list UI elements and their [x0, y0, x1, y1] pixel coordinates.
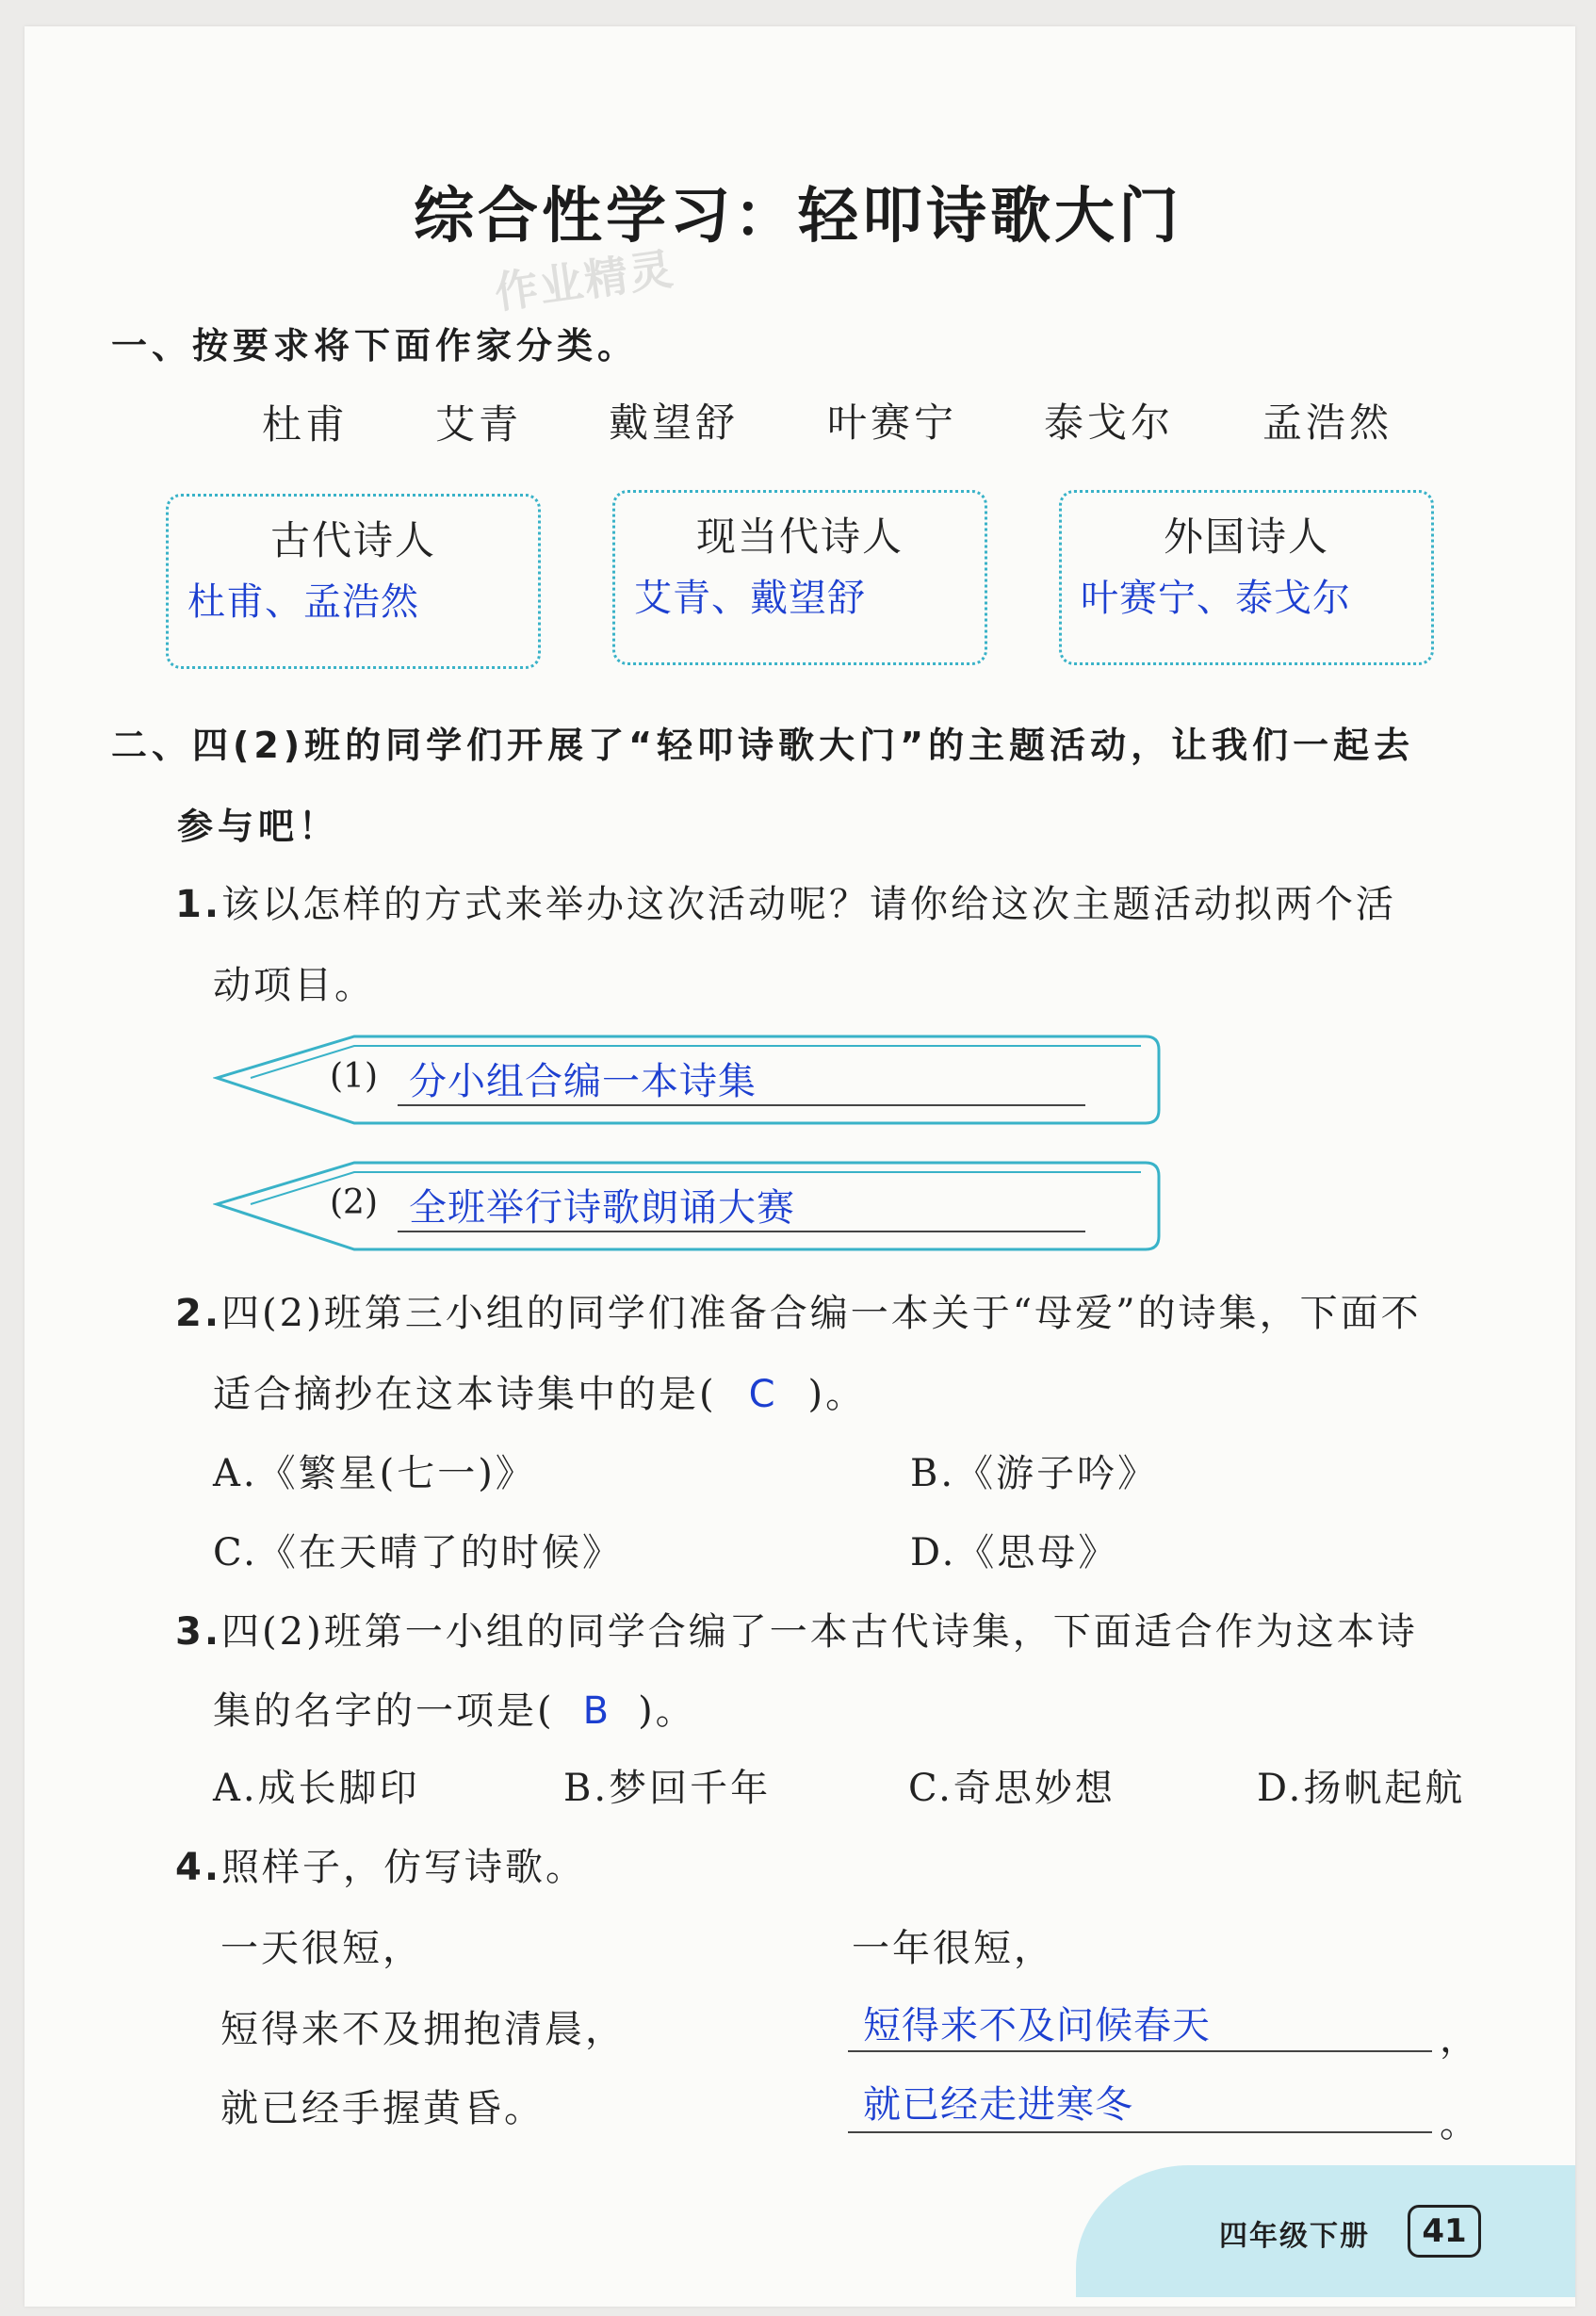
- grade-label: 四年级下册: [1219, 2220, 1370, 2253]
- question-1-text-cont: 动项目。: [213, 964, 375, 1007]
- section-2-heading-cont: 参与吧！: [177, 806, 340, 847]
- question-2-text: [175, 1283, 1422, 1337]
- category-answer: 杜甫、孟浩然: [187, 580, 419, 624]
- author-name: 孟浩然: [1262, 400, 1393, 446]
- category-title: 外国诗人: [1163, 514, 1329, 560]
- punctuation: ，: [1440, 2017, 1480, 2061]
- activity-answer: 分小组合编一本诗集: [409, 1060, 757, 1103]
- answer-choice: C: [748, 1373, 776, 1416]
- option-b: B.《游子吟》: [910, 1452, 1159, 1495]
- question-line: 四(2)班第三小组的同学们准备合编一本关于“母爱”的诗集，下面不: [221, 1292, 1422, 1335]
- option-c: C.奇思妙想: [908, 1767, 1116, 1810]
- question-1-text: [175, 874, 1396, 928]
- question-2-text-cont: [213, 1364, 866, 1418]
- activity-tag-2: [213, 1159, 1164, 1253]
- question-line: 适合摘抄在这本诗集中的是(: [213, 1373, 717, 1416]
- author-name: 戴望舒: [609, 400, 740, 446]
- question-line: 该以怎样的方式来举办这次活动呢？请你给这次主题活动拟两个活: [221, 883, 1397, 926]
- author-name: 杜甫: [262, 401, 350, 448]
- category-answer: 艾青、戴望舒: [634, 577, 866, 620]
- category-box-modern: [612, 490, 987, 665]
- activity-tag-1: [213, 1033, 1164, 1127]
- watermark-logo: 作业精灵: [491, 242, 678, 319]
- answer-line: [848, 2050, 1432, 2052]
- author-name: 泰戈尔: [1044, 400, 1175, 446]
- question-line: 四(2)班第一小组的同学合编了一本古代诗集，下面适合作为这本诗: [221, 1610, 1418, 1654]
- question-number: 4.: [175, 1846, 222, 1889]
- answer-line: [848, 2131, 1432, 2133]
- category-box-foreign: [1059, 490, 1434, 665]
- author-name: 叶赛宁: [827, 400, 958, 446]
- option-c: C.《在天晴了的时候》: [213, 1531, 623, 1574]
- question-number: 1.: [175, 883, 222, 926]
- imitation-line-1: 一年很短，: [852, 1927, 1054, 1970]
- author-name: 艾青: [435, 401, 523, 448]
- imitation-answer-1: 短得来不及问候春天: [863, 2004, 1211, 2047]
- punctuation: 。: [1440, 2102, 1480, 2145]
- answer-choice: B: [582, 1689, 611, 1733]
- answer-line: [398, 1231, 1085, 1232]
- option-a: A.成长脚印: [213, 1767, 420, 1810]
- option-a: A.《繁星(七一)》: [213, 1452, 536, 1495]
- category-box-ancient: [166, 494, 541, 669]
- example-line-3: 就已经手握黄昏。: [220, 2087, 545, 2130]
- option-d: D.扬帆起航: [1257, 1767, 1466, 1810]
- question-number: 3.: [175, 1610, 222, 1654]
- section-1-heading: 一、按要求将下面作家分类。: [111, 325, 639, 367]
- imitation-answer-2: 就已经走进寒冬: [863, 2083, 1133, 2127]
- question-line-end: )。: [638, 1689, 696, 1733]
- question-3-text-cont: [213, 1681, 696, 1735]
- question-3-text: [175, 1602, 1418, 1655]
- activity-label: (1): [330, 1057, 378, 1096]
- page-number: 41: [1408, 2205, 1481, 2258]
- section-2-heading: 二、四(2)班的同学们开展了“轻叩诗歌大门”的主题活动，让我们一起去: [111, 725, 1415, 766]
- example-line-2: 短得来不及拥抱清晨，: [220, 2008, 626, 2051]
- option-d: D.《思母》: [910, 1531, 1119, 1574]
- option-b: B.梦回千年: [563, 1767, 772, 1810]
- example-line-1: 一天很短，: [220, 1927, 423, 1970]
- activity-answer: 全班举行诗歌朗诵大赛: [409, 1186, 795, 1230]
- answer-line: [398, 1104, 1085, 1106]
- activity-label: (2): [330, 1183, 378, 1222]
- category-answer: 叶赛宁、泰戈尔: [1081, 577, 1351, 620]
- question-line-end: )。: [807, 1373, 867, 1416]
- question-4-text: [175, 1837, 586, 1891]
- question-number: 2.: [175, 1292, 222, 1335]
- page-title: 综合性学习：轻叩诗歌大门: [414, 182, 1182, 252]
- question-line: 照样子，仿写诗歌。: [221, 1846, 587, 1889]
- question-line: 集的名字的一项是(: [213, 1689, 555, 1733]
- category-title: 古代诗人: [269, 517, 436, 563]
- category-title: 现当代诗人: [695, 514, 904, 560]
